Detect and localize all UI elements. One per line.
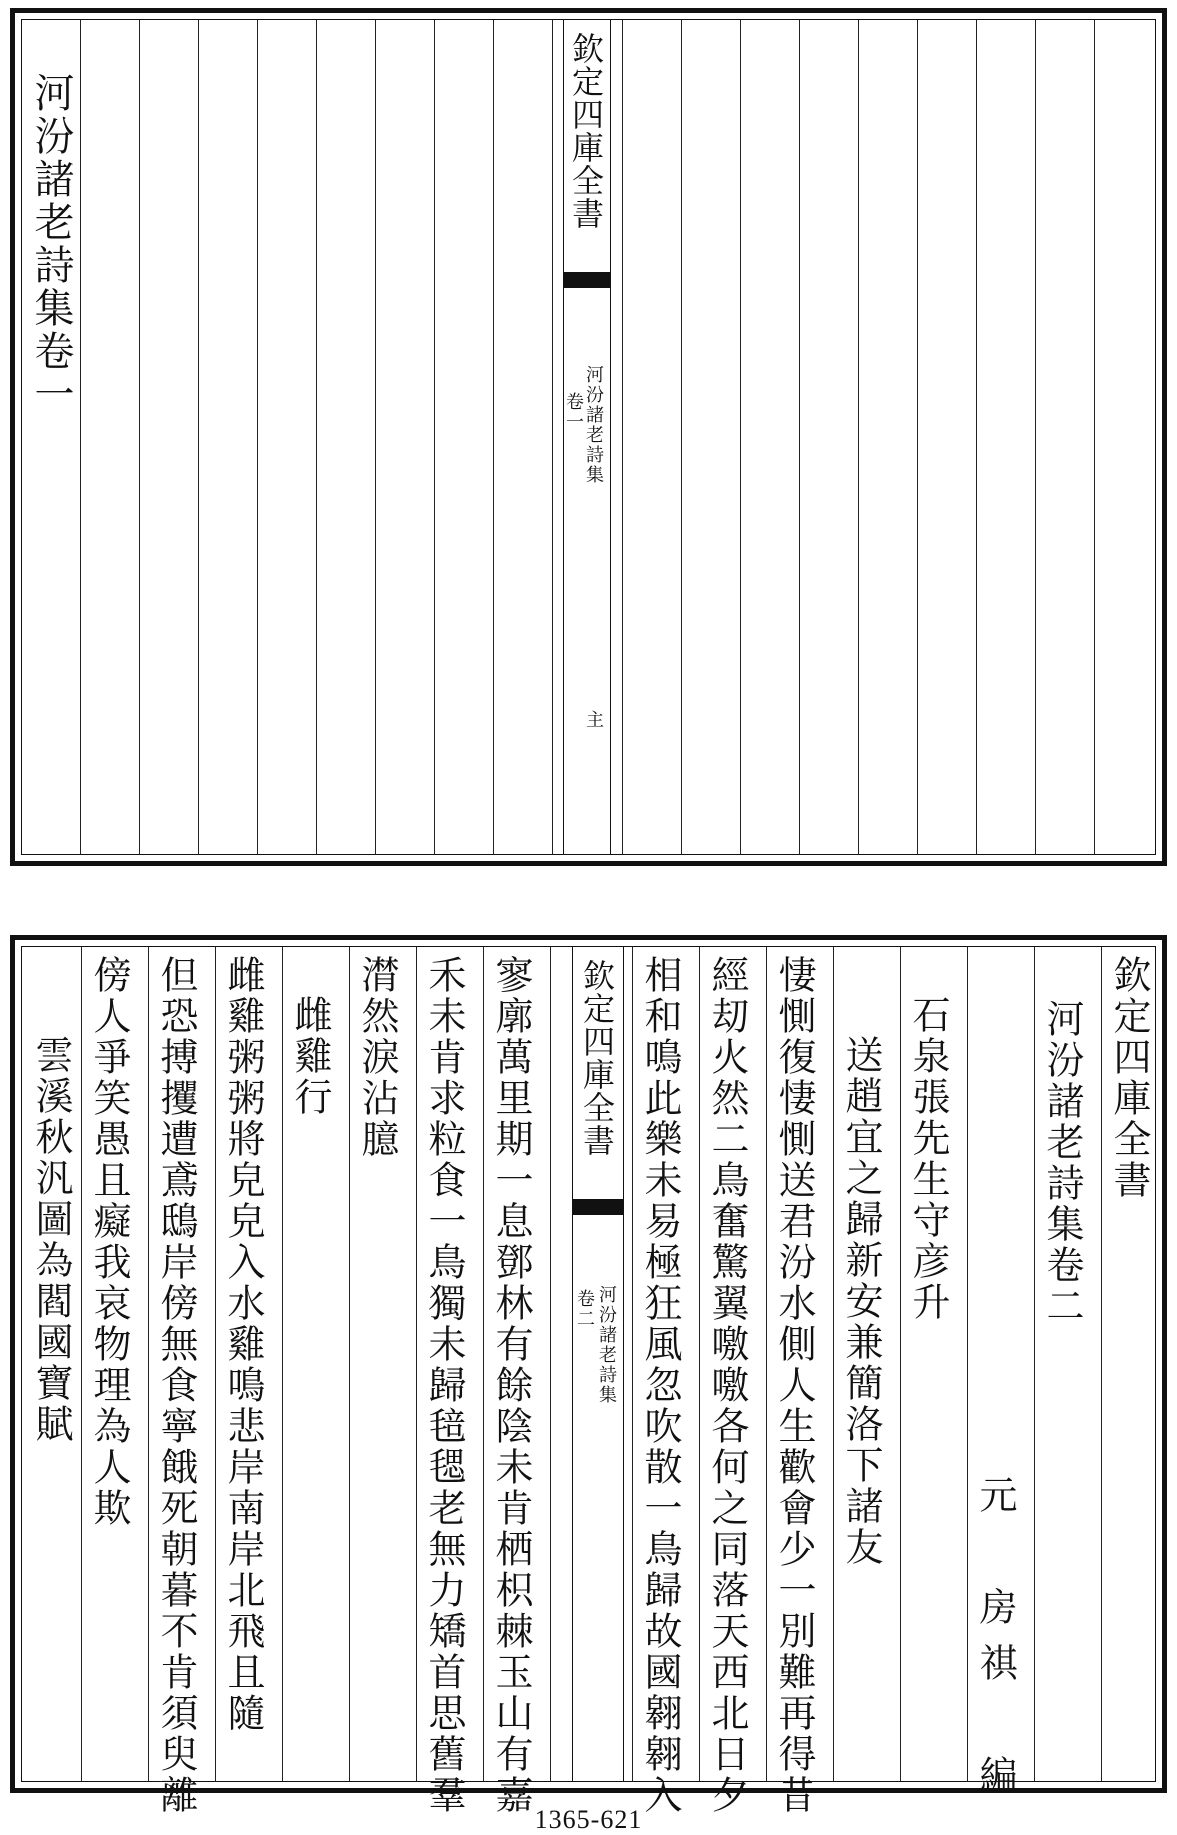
top-page-frame bbox=[21, 19, 1156, 855]
column-rule bbox=[416, 947, 417, 1781]
column-rule bbox=[1101, 947, 1102, 1781]
poem-line: 傍人爭笑愚且癡我哀物理為人欺 bbox=[87, 955, 131, 1529]
banner-folio: 主 bbox=[583, 710, 604, 730]
bottom-page bbox=[10, 935, 1167, 1816]
column-rule bbox=[375, 20, 376, 854]
column-rule bbox=[699, 947, 700, 1781]
page-number-label: 1365-621 bbox=[534, 1805, 643, 1834]
column-rule bbox=[483, 947, 484, 1781]
column-rule bbox=[833, 947, 834, 1781]
column-rule bbox=[1034, 947, 1035, 1781]
center-banner bbox=[572, 947, 624, 1781]
poem-title: 雌雞行 bbox=[288, 995, 332, 1118]
column-rule bbox=[632, 947, 633, 1781]
column-rule bbox=[900, 947, 901, 1781]
column-rule bbox=[766, 947, 767, 1781]
column-rule bbox=[81, 947, 82, 1781]
column-rule bbox=[1035, 20, 1036, 854]
column-rule bbox=[139, 20, 140, 854]
volume-title-column: 河汾諸老詩集卷二 bbox=[1040, 999, 1084, 1327]
column-rule bbox=[316, 20, 317, 854]
fish-tail-ornament bbox=[564, 272, 610, 288]
column-rule bbox=[681, 20, 682, 854]
column-rule bbox=[257, 20, 258, 854]
poem-line: 相和鳴此樂未易極狂風忽吹散一鳥歸故國翱翱入 bbox=[638, 955, 682, 1816]
column-rule bbox=[917, 20, 918, 854]
column-rule bbox=[1094, 20, 1095, 854]
compiler-column: 元 房祺 編 bbox=[973, 1475, 1017, 1811]
poem-line: 但恐搏攫遭鳶鴟岸傍無食寧餓死朝暮不肯須臾離 bbox=[154, 955, 198, 1816]
poem-line: 雌雞粥粥將皃皃入水雞鳴悲岸南岸北飛且隨 bbox=[221, 955, 265, 1734]
bottom-page-frame bbox=[21, 946, 1156, 1816]
banner-book-title: 河汾諸老詩集 bbox=[583, 365, 604, 485]
poem-line: 潸然淚沾臆 bbox=[355, 955, 399, 1160]
poem-line: 寥廓萬里期一息鄧林有餘陰未肯栖枳棘玉山有嘉 bbox=[489, 955, 533, 1816]
column-rule bbox=[349, 947, 350, 1781]
column-rule bbox=[858, 20, 859, 854]
series-title: 欽定四庫全書 bbox=[567, 32, 605, 230]
column-rule bbox=[550, 947, 551, 1781]
poem-line: 經刧火然二鳥奮驚翼噭噭各何之同落天西北日夕 bbox=[705, 955, 749, 1816]
series-title-column: 欽定四庫全書 bbox=[1107, 955, 1151, 1201]
column-rule bbox=[799, 20, 800, 854]
column-rule bbox=[552, 20, 553, 854]
center-banner bbox=[563, 20, 611, 854]
poem-title: 送趙宜之歸新安兼簡洛下諸友 bbox=[839, 1035, 883, 1568]
poem-title: 雲溪秋汎圖為閻國寶賦 bbox=[29, 1035, 73, 1445]
column-rule bbox=[198, 20, 199, 854]
series-title: 欽定四庫全書 bbox=[578, 959, 616, 1157]
volume-title-column: 河汾諸老詩集卷一 bbox=[28, 72, 74, 416]
banner-volume: 卷二 bbox=[574, 1289, 595, 1329]
author-heading: 石泉張先生守彦升 bbox=[906, 995, 950, 1323]
poem-line: 禾未肯求粒食一鳥獨未歸毰毸老無力矯首思舊羣 bbox=[422, 955, 466, 1816]
banner-volume: 卷一 bbox=[563, 392, 584, 432]
banner-book-title: 河汾諸老詩集 bbox=[596, 1285, 617, 1405]
column-rule bbox=[215, 947, 216, 1781]
poem-line: 悽惻復悽惻送君汾水側人生歡會少一別難再得昔 bbox=[772, 955, 816, 1816]
column-rule bbox=[434, 20, 435, 854]
column-rule bbox=[148, 947, 149, 1781]
column-rule bbox=[282, 947, 283, 1781]
column-rule bbox=[80, 20, 81, 854]
column-rule bbox=[493, 20, 494, 854]
column-rule bbox=[967, 947, 968, 1781]
column-rule bbox=[976, 20, 977, 854]
top-page bbox=[10, 8, 1167, 866]
column-rule bbox=[622, 20, 623, 854]
fish-tail-ornament bbox=[573, 1199, 623, 1215]
column-rule bbox=[740, 20, 741, 854]
